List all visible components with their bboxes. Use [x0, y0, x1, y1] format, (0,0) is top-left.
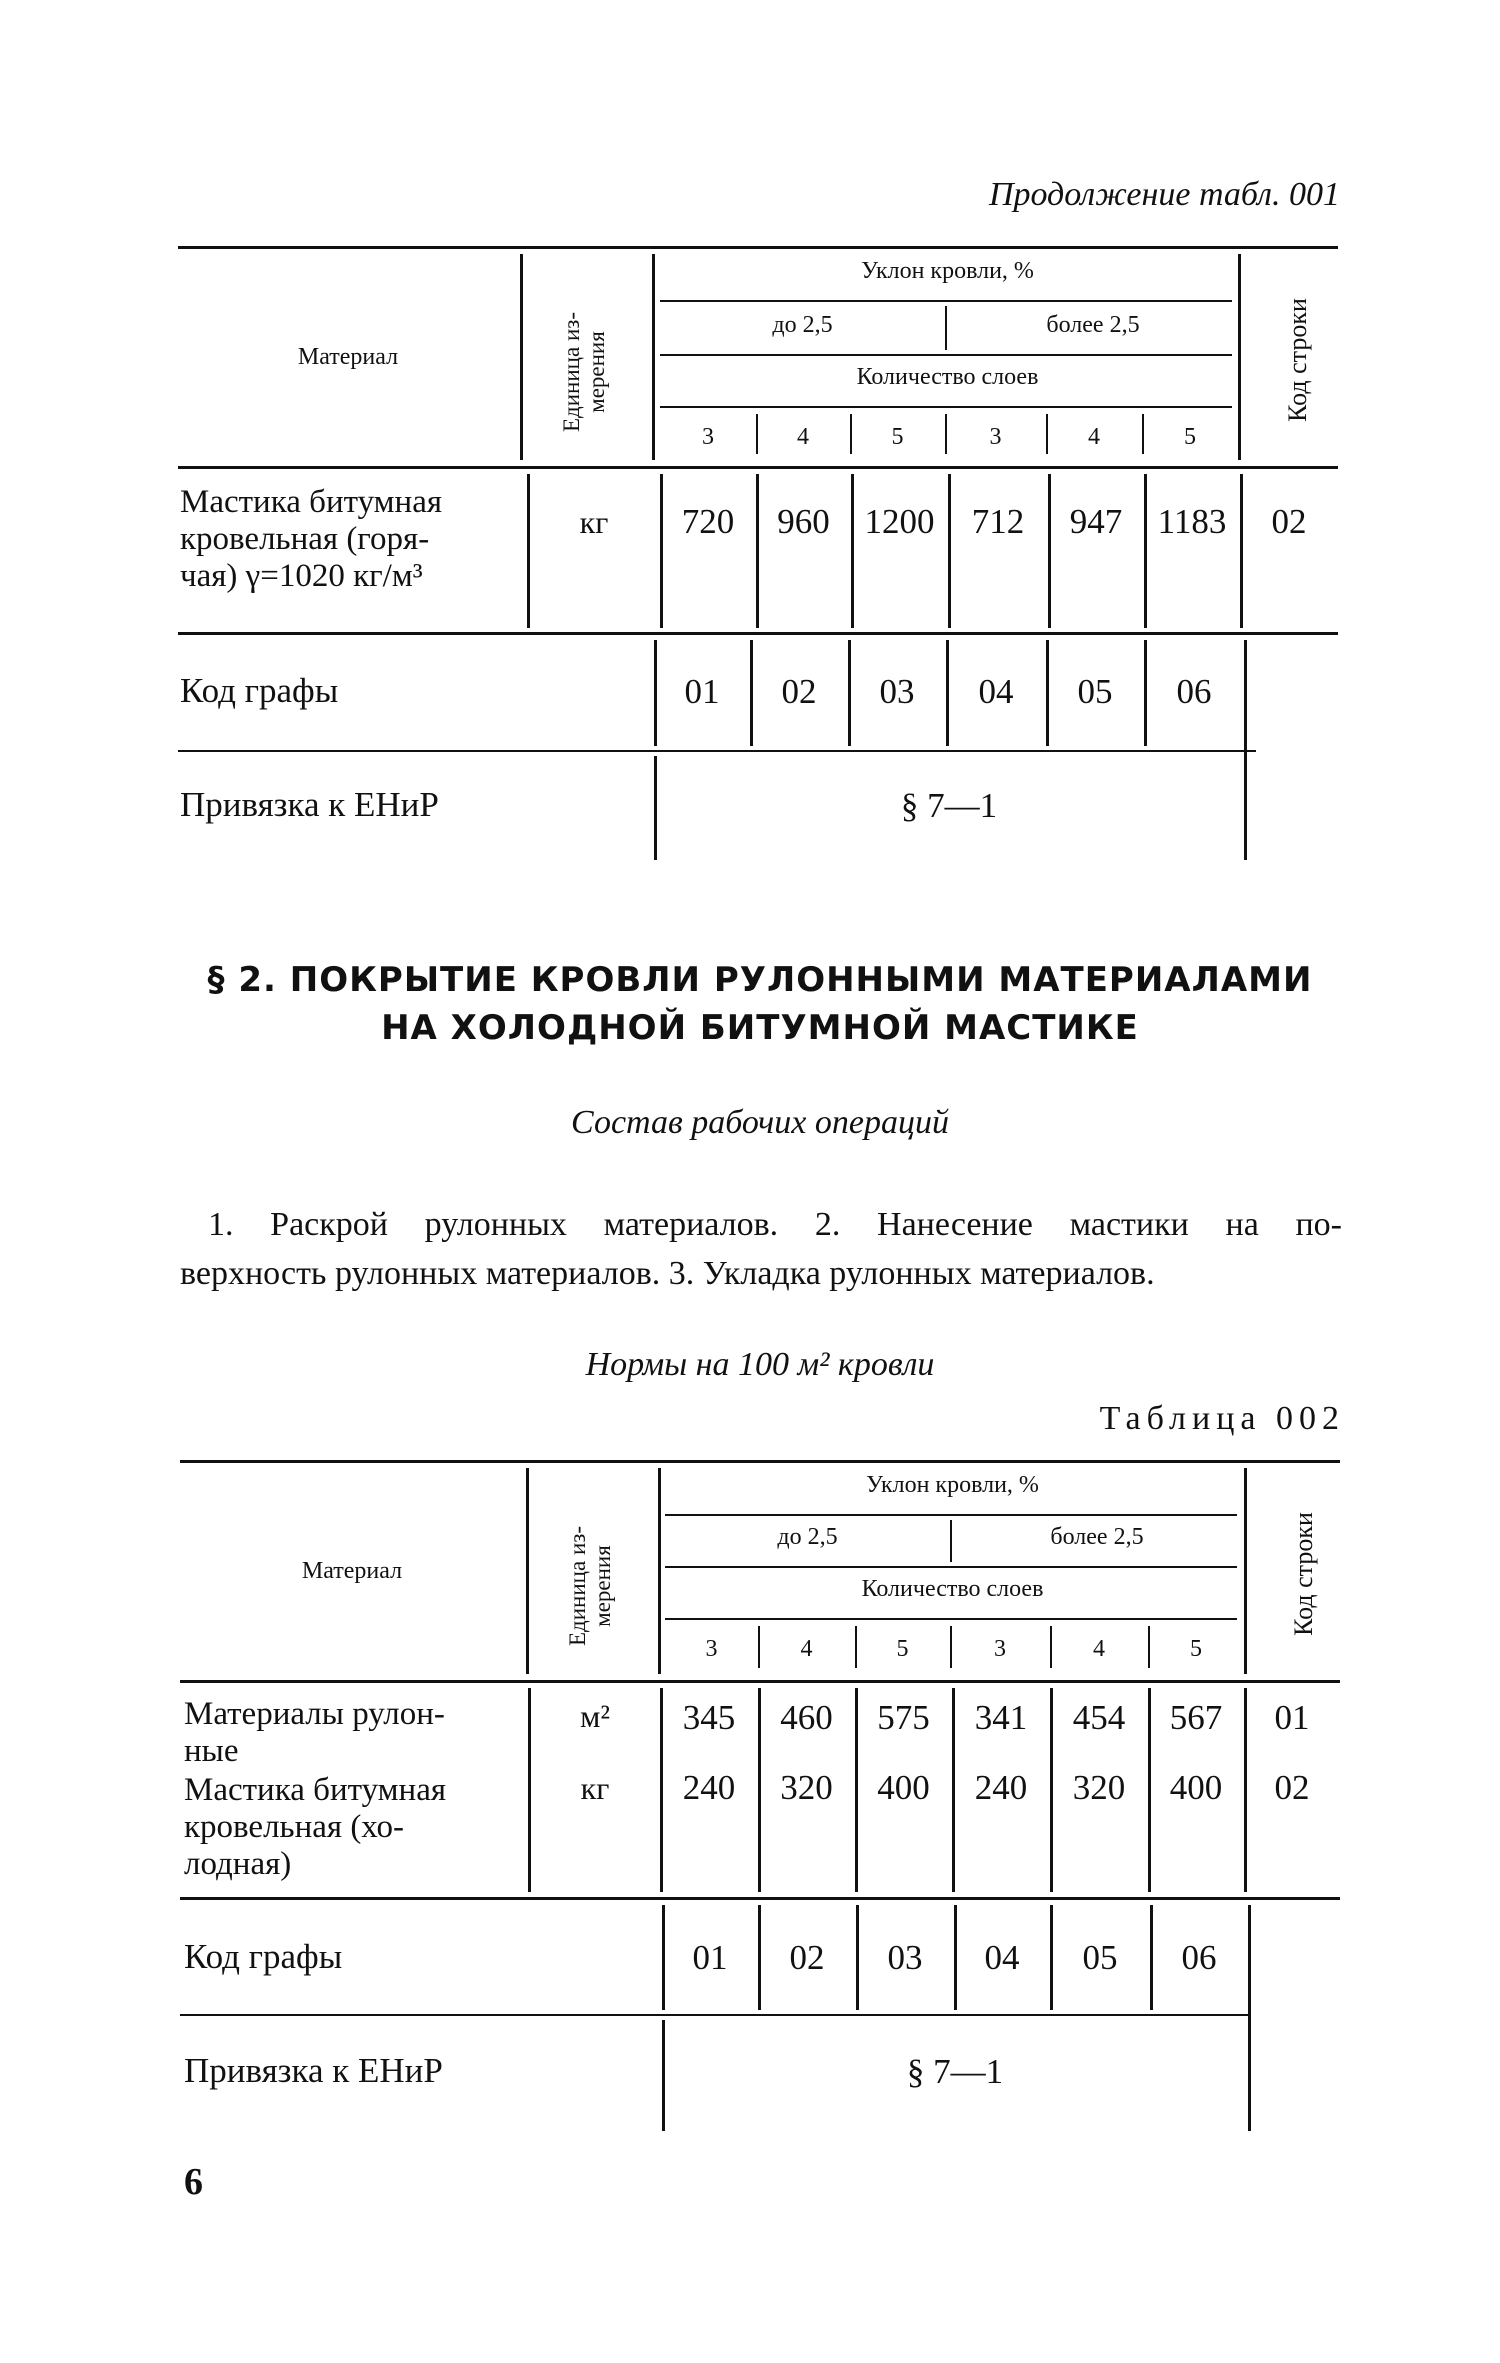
col-code-label: Код графы — [184, 1937, 343, 1976]
header-unit-line1: Единица из- — [565, 1526, 590, 1646]
norms-caption: Нормы на 100 м² кровли — [585, 1346, 935, 1383]
header-unit — [565, 1486, 619, 1686]
header-material: Материал — [297, 344, 399, 370]
value-cell: 400 — [1169, 1768, 1223, 1807]
col-code: 04 — [984, 1938, 1020, 1977]
header-row-code: Код строки — [1283, 298, 1312, 422]
col-code: 04 — [978, 672, 1014, 711]
value-cell: 320 — [1072, 1768, 1126, 1807]
col-code: 01 — [692, 1938, 728, 1977]
header-up-to: до 2,5 — [777, 1524, 838, 1550]
value-cell: 240 — [974, 1768, 1028, 1807]
value-cell: 720 — [681, 502, 735, 541]
value-cell: 460 — [780, 1698, 833, 1737]
header-col: 4 — [800, 1636, 813, 1662]
operations-line: верхность рулонных материалов. 3. Укладка рулонных материалов. — [180, 1255, 1155, 1292]
value-cell: 345 — [682, 1698, 736, 1737]
material-line: Материалы рулон- — [184, 1696, 445, 1732]
section-title-line1: § 2. ПОКРЫТИЕ КРОВЛИ РУЛОННЫМИ МАТЕРИАЛАМИ — [207, 960, 1313, 1000]
value-cell: 947 — [1069, 502, 1123, 541]
material-cell — [180, 484, 500, 595]
material-line: чая) γ=1020 кг/м³ — [180, 558, 423, 594]
operations-text — [180, 1200, 1342, 1298]
header-col: 5 — [1184, 424, 1196, 450]
operations-line: 1. Раскрой рулонных материалов. 2. Нанесение мастики на по- — [208, 1206, 1342, 1243]
header-layers: Количество слоев — [856, 364, 1039, 390]
material-line: Мастика битумная — [180, 484, 443, 520]
material-cell — [184, 1772, 504, 1883]
enir-value: § 7—1 — [906, 2052, 1004, 2091]
header-col: 4 — [1088, 424, 1100, 450]
header-over: более 2,5 — [1050, 1524, 1144, 1550]
header-layers: Количество слоев — [861, 1576, 1044, 1602]
enir-label: Привязка к ЕНиР — [180, 785, 439, 824]
material-cell — [184, 1696, 504, 1770]
page-number: 6 — [184, 2161, 203, 2203]
value-cell: 567 — [1169, 1698, 1223, 1737]
col-code: 06 — [1181, 1938, 1217, 1977]
page-header: Продолжение табл. 001 — [988, 176, 1340, 213]
header-up-to: до 2,5 — [772, 312, 833, 338]
header-col: 3 — [705, 1636, 718, 1662]
material-line: кровельная (горя- — [180, 521, 430, 557]
header-col: 4 — [797, 424, 809, 450]
header-col: 5 — [1190, 1636, 1202, 1662]
material-line: Мастика битумная — [184, 1772, 447, 1808]
header-unit-line1: Единица из- — [559, 312, 584, 432]
header-unit-line2: мерения — [590, 1545, 615, 1627]
header-col: 5 — [896, 1636, 909, 1662]
header-unit — [559, 272, 613, 472]
col-code: 01 — [684, 672, 720, 711]
header-col: 4 — [1093, 1636, 1105, 1662]
header-unit-line2: мерения — [584, 331, 609, 413]
header-slope: Уклон кровли, % — [866, 1472, 1039, 1498]
value-cell: 1200 — [864, 502, 935, 541]
col-code: 03 — [887, 1938, 923, 1977]
table-label: Таблица 002 — [1099, 1400, 1345, 1437]
row-code-cell: 01 — [1274, 1698, 1310, 1737]
value-cell: 960 — [777, 502, 830, 541]
value-cell: 1183 — [1157, 502, 1227, 541]
header-over: более 2,5 — [1046, 312, 1140, 338]
enir-label: Привязка к ЕНиР — [184, 2051, 443, 2090]
value-cell: 240 — [682, 1768, 736, 1807]
row-code-cell: 02 — [1274, 1768, 1310, 1807]
value-cell: 341 — [974, 1698, 1028, 1737]
operations-heading: Состав рабочих операций — [571, 1104, 949, 1141]
col-code: 06 — [1176, 672, 1212, 711]
unit-cell: кг — [579, 504, 609, 540]
value-cell: 712 — [971, 502, 1025, 541]
material-line: кровельная (хо- — [184, 1809, 405, 1845]
col-code: 03 — [879, 672, 915, 711]
header-col: 3 — [702, 424, 714, 450]
col-code: 05 — [1077, 672, 1113, 711]
value-cell: 320 — [780, 1768, 833, 1807]
enir-value: § 7—1 — [900, 786, 998, 825]
col-code: 02 — [781, 672, 817, 711]
section-title-line2: НА ХОЛОДНОЙ БИТУМНОЙ МАСТИКЕ — [381, 1008, 1139, 1048]
header-col: 5 — [891, 424, 904, 450]
unit-cell: кг — [580, 1770, 610, 1806]
row-code-cell: 02 — [1271, 502, 1307, 541]
header-col: 3 — [994, 1636, 1006, 1662]
material-line: лодная) — [184, 1846, 292, 1882]
header-slope: Уклон кровли, % — [861, 258, 1034, 284]
section-title — [180, 956, 1340, 1052]
material-line: ные — [184, 1733, 239, 1769]
col-code-label: Код графы — [180, 671, 339, 710]
value-cell: 575 — [877, 1698, 930, 1737]
col-code: 05 — [1082, 1938, 1118, 1977]
value-cell: 454 — [1072, 1698, 1126, 1737]
col-code: 02 — [789, 1938, 825, 1977]
header-material: Материал — [301, 1558, 403, 1584]
unit-cell: м² — [580, 1698, 610, 1734]
value-cell: 400 — [877, 1768, 930, 1807]
header-row-code: Код строки — [1289, 1512, 1318, 1636]
header-col: 3 — [989, 424, 1002, 450]
